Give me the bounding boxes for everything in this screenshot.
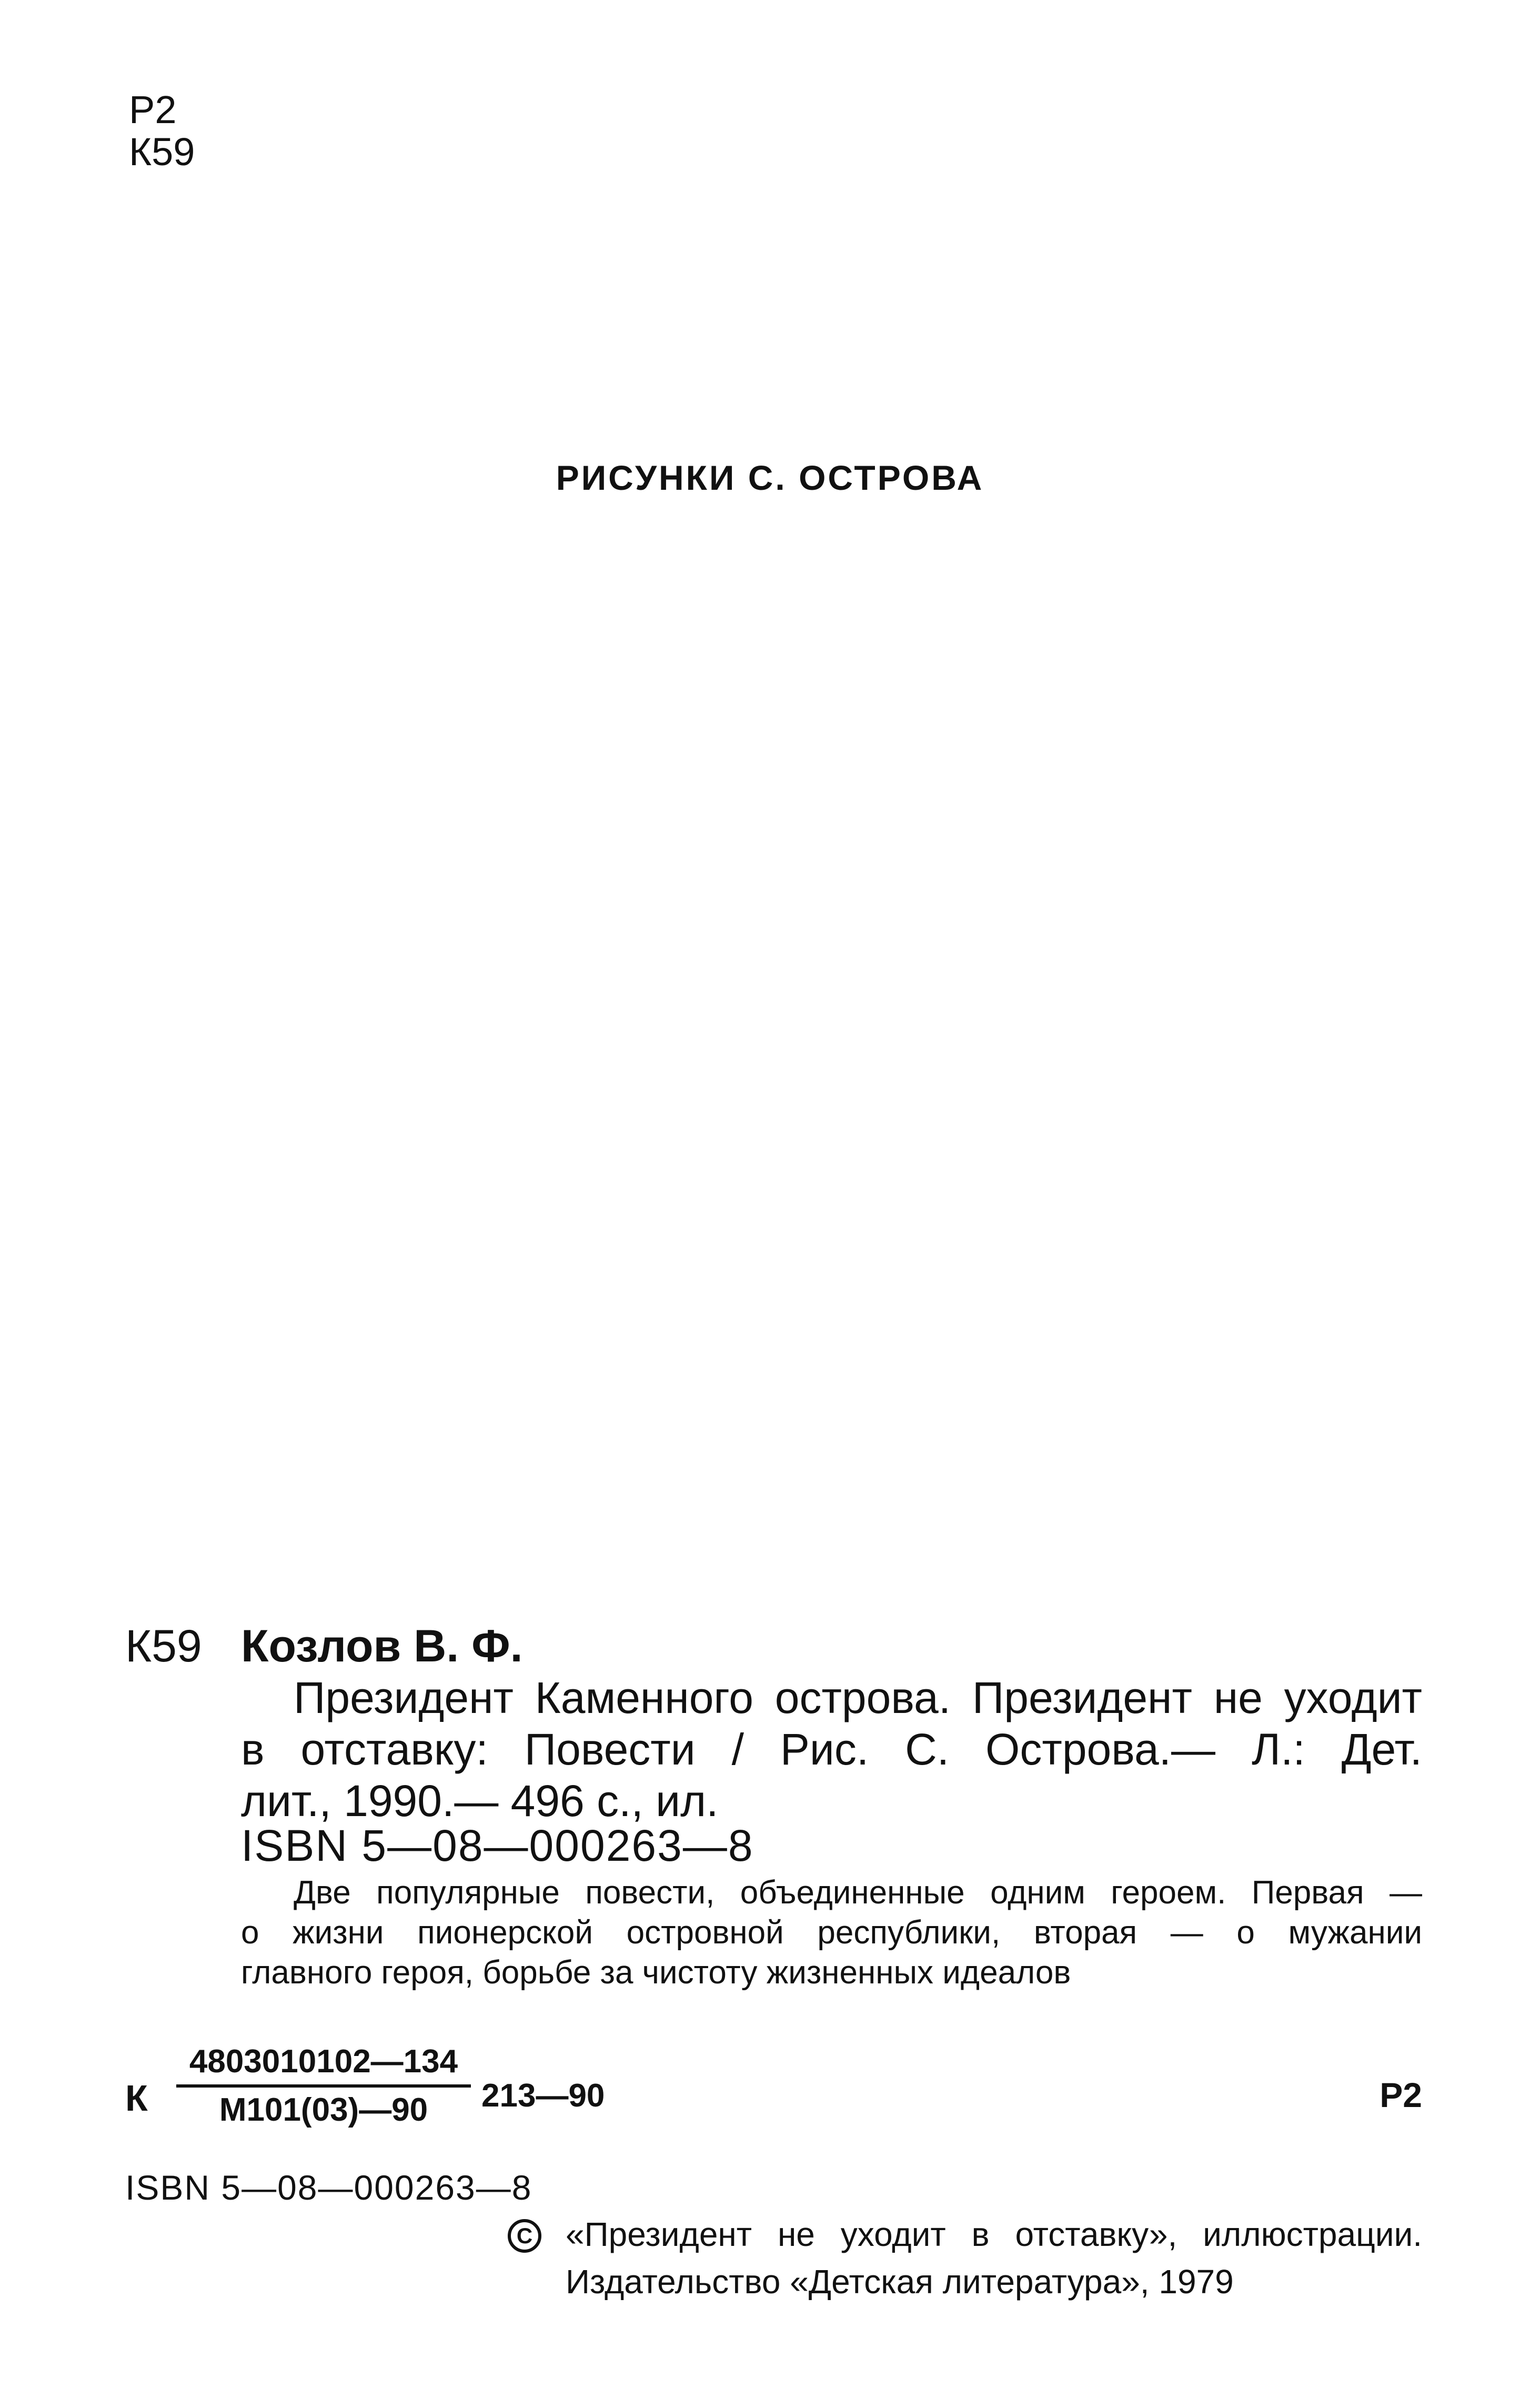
classification-code-r2: Р2 — [129, 88, 177, 132]
annotation-line: Две популярные повести, объединенные одним героем. Первая — — [294, 1874, 1422, 1911]
annotation — [241, 1873, 1422, 1993]
bibliographic-description — [241, 1672, 1422, 1827]
bibliographic-line: Президент Каменного острова. Президент не уходит — [294, 1673, 1422, 1722]
fraction-bar — [176, 2084, 471, 2088]
index-numerator: 4803010102—134 — [189, 2043, 458, 2080]
publisher-line: Издательство «Детская литература», 1979 — [566, 2263, 1234, 2301]
author-name: Козлов В. Ф. — [241, 1621, 523, 1671]
classification-code-k59: К59 — [129, 130, 195, 174]
annotation-line: главного героя, борьбе за чистоту жизненных идеалов — [241, 1954, 1071, 1991]
illustrator-credit: РИСУНКИ С. ОСТРОВА — [556, 458, 984, 497]
bibliographic-code: К59 — [125, 1621, 202, 1671]
index-denominator: М101(03)—90 — [219, 2092, 428, 2128]
bibliographic-line: в отставку: Повести / Рис. С. Острова.— Л.: Дет. — [241, 1725, 1422, 1774]
index-right-code: Р2 — [1380, 2075, 1422, 2114]
index-prefix: К — [125, 2078, 148, 2119]
bibliographic-line: лит., 1990.— 496 с., ил. — [241, 1776, 719, 1826]
copyright-line: «Президент не уходит в отставку», иллюстрации. — [566, 2215, 1422, 2253]
copyright-icon: C — [508, 2219, 541, 2253]
isbn-footer: ISBN 5—08—000263—8 — [125, 2168, 532, 2207]
index-fraction — [176, 2041, 471, 2131]
index-tail: 213—90 — [481, 2078, 605, 2114]
annotation-line: о жизни пионерской островной республики, вторая — о мужании — [241, 1914, 1422, 1951]
isbn-record: ISBN 5—08—000263—8 — [241, 1821, 754, 1870]
